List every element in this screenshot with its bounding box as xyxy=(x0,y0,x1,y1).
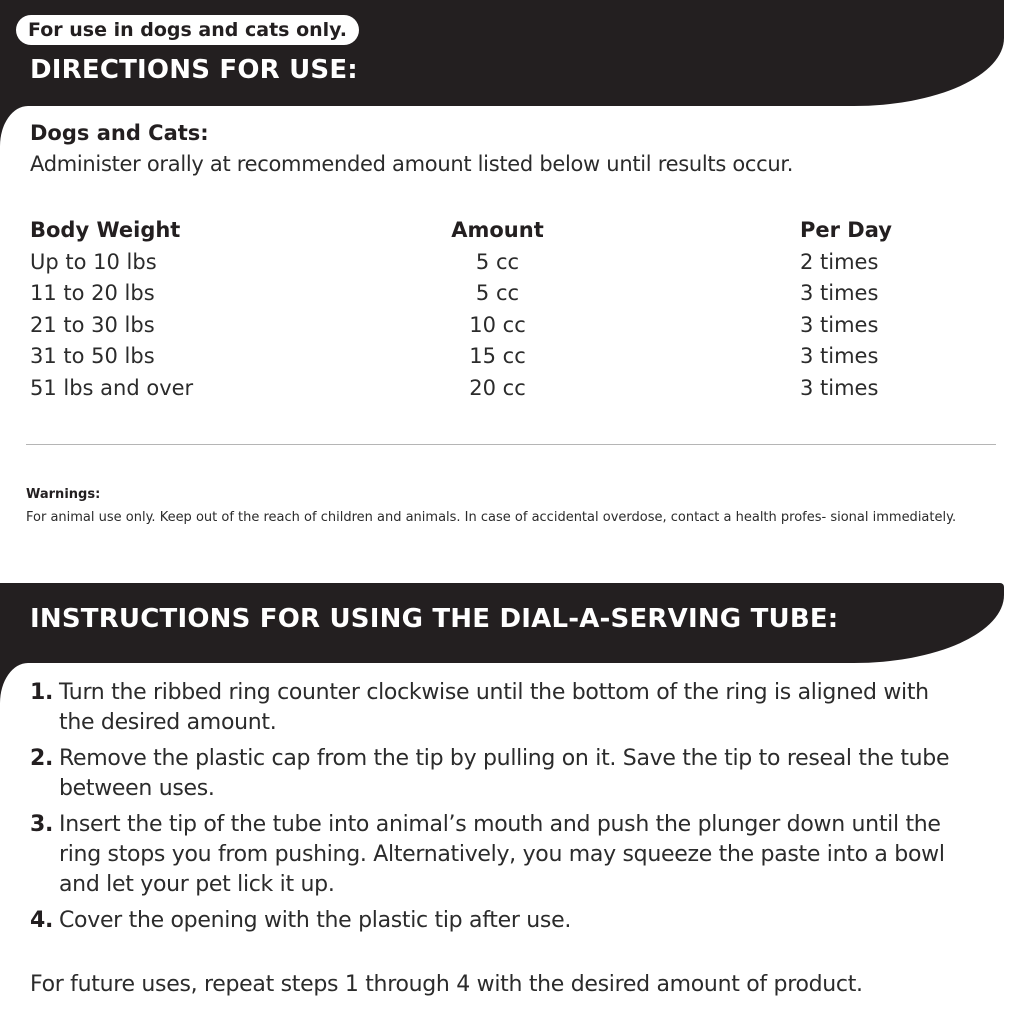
species-badge: For use in dogs and cats only. xyxy=(16,15,359,45)
step-number: 3. xyxy=(30,812,54,837)
body-weight-cell: 21 to 30 lbs xyxy=(30,312,155,337)
future-uses-note: For future uses, repeat steps 1 through 4 with the desired amount of product. xyxy=(30,972,863,997)
per-day-cell: 3 times xyxy=(800,375,879,400)
list-item xyxy=(30,744,960,804)
body-weight-cell: 11 to 20 lbs xyxy=(30,281,155,306)
column-header-amount: Amount xyxy=(451,217,544,242)
dosage-table xyxy=(30,213,910,404)
step-text: Turn the ribbed ring counter clockwise until the bottom of the ring is aligned with the desired amount. xyxy=(59,680,929,735)
per-day-cell: 3 times xyxy=(800,344,879,369)
amount-cell: 5 cc xyxy=(475,281,520,306)
list-item xyxy=(30,810,960,900)
list-item xyxy=(30,678,960,738)
body-weight-cell: 31 to 50 lbs xyxy=(30,344,155,369)
body-weight-cell: Up to 10 lbs xyxy=(30,249,157,274)
instruction-steps xyxy=(30,678,960,942)
table-row xyxy=(30,372,910,404)
step-text: Insert the tip of the tube into animal’s mouth and push the plunger down until the ring stops you from pushing. Alternatively, you may squeeze the paste into a bowl and let your pet lick it up. xyxy=(59,812,945,897)
per-day-cell: 3 times xyxy=(800,312,879,337)
directions-banner xyxy=(0,0,1004,106)
step-number: 4. xyxy=(30,908,54,933)
per-day-cell: 2 times xyxy=(800,249,879,274)
warnings-label: Warnings: xyxy=(26,487,101,502)
column-header-per-day: Per Day xyxy=(800,217,892,242)
per-day-cell: 3 times xyxy=(800,281,879,306)
table-row xyxy=(30,341,910,373)
amount-cell: 10 cc xyxy=(469,312,526,337)
dogs-cats-subheading: Dogs and Cats: xyxy=(30,121,209,145)
table-row xyxy=(30,278,910,310)
table-row xyxy=(30,309,910,341)
directions-intro: Administer orally at recommended amount listed below until results occur. xyxy=(30,152,794,176)
step-number: 2. xyxy=(30,746,54,771)
column-header-body-weight: Body Weight xyxy=(30,217,181,242)
amount-cell: 5 cc xyxy=(475,249,520,274)
step-text: Cover the opening with the plastic tip after use. xyxy=(59,908,572,933)
instructions-title: INSTRUCTIONS FOR USING THE DIAL-A-SERVING TUBE: xyxy=(30,604,839,634)
instructions-banner xyxy=(0,583,1004,663)
step-text: Remove the plastic cap from the tip by pulling on it. Save the tip to reseal the tube between uses. xyxy=(59,746,950,801)
warnings-text: For animal use only. Keep out of the reach of children and animals. In case of accidental overdose, contact a health profes- sional immediately. xyxy=(26,510,957,525)
list-item xyxy=(30,906,960,936)
section-divider xyxy=(26,444,996,445)
dosage-table-header xyxy=(30,213,910,246)
table-row xyxy=(30,246,910,278)
amount-cell: 15 cc xyxy=(469,344,526,369)
directions-title: DIRECTIONS FOR USE: xyxy=(30,55,358,85)
amount-cell: 20 cc xyxy=(469,375,526,400)
body-weight-cell: 51 lbs and over xyxy=(30,375,194,400)
step-number: 1. xyxy=(30,680,54,705)
